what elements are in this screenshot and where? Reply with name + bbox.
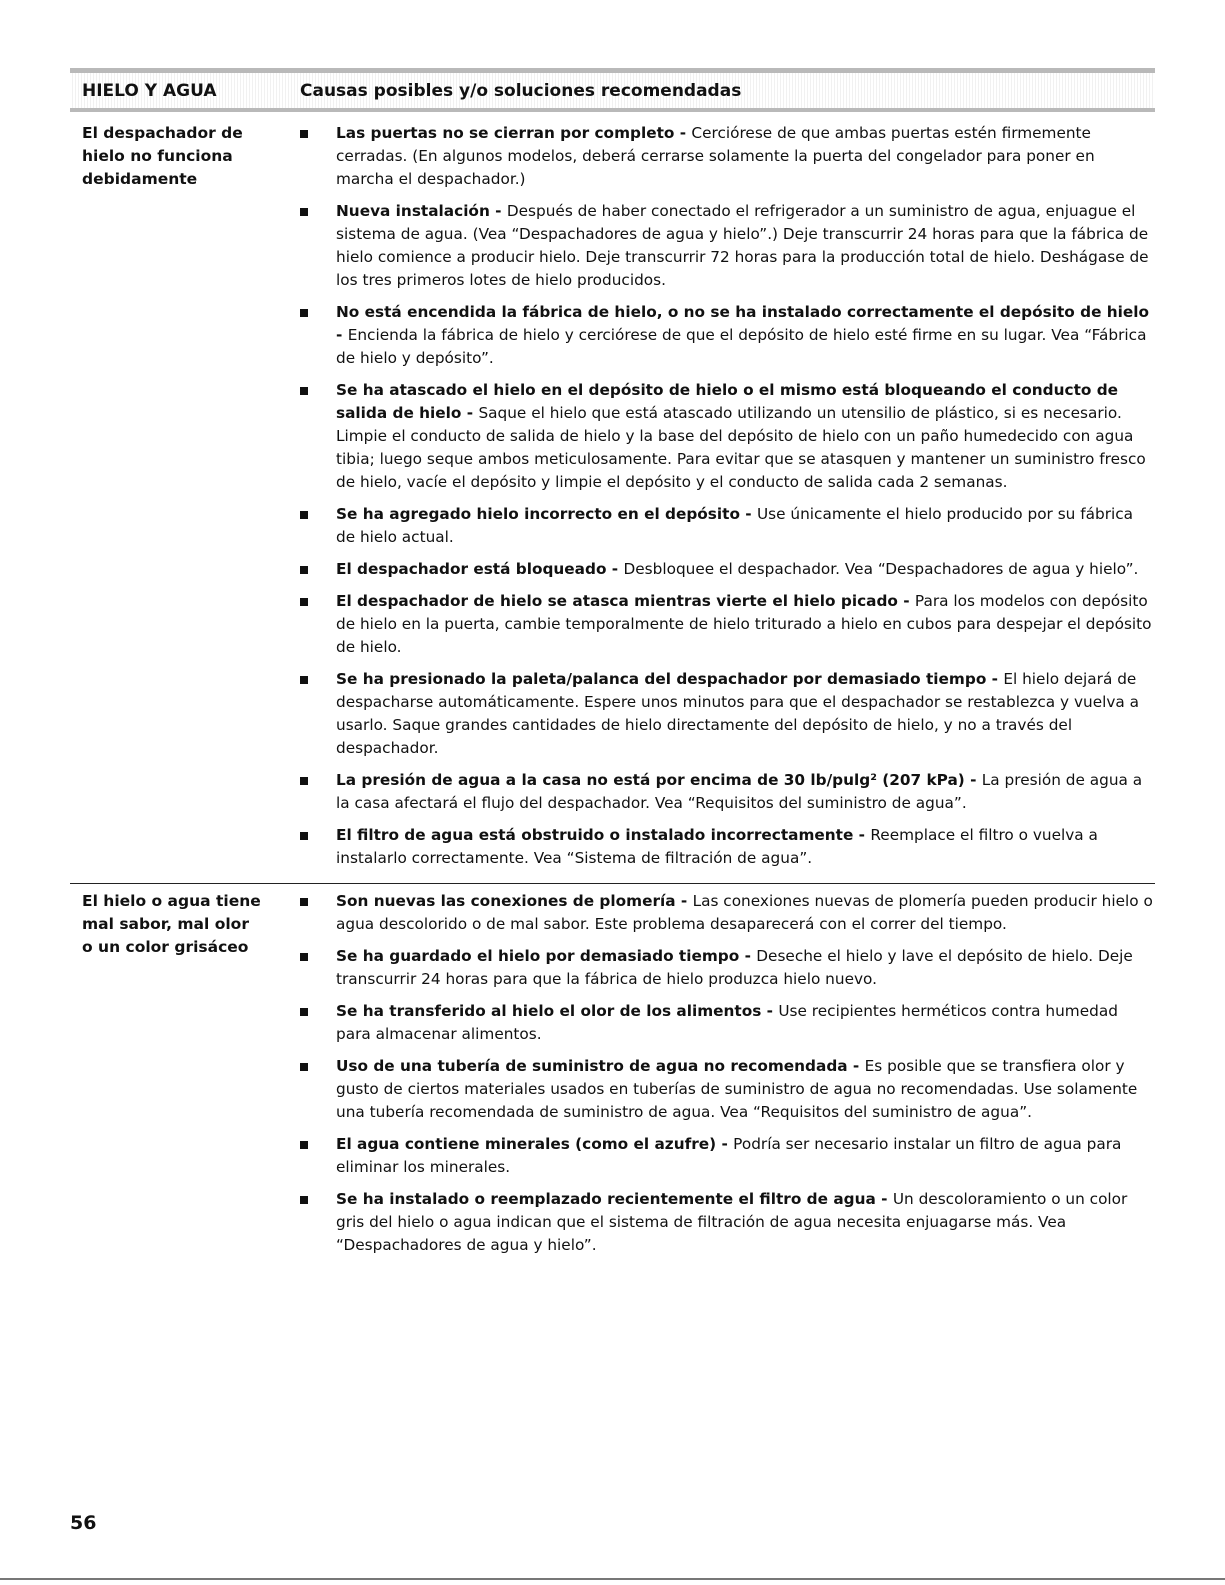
solution-remedy: Para los modelos con depósito de hielo en la puerta, cambie temporalmente de hielo triturado a hielo en cubos para despejar el depósito de hielo.: [336, 592, 1152, 656]
solution-cause: Se ha atascado el hielo en el depósito de hielo o el mismo está bloqueando el conducto de salida de hielo -: [336, 381, 1119, 422]
solution-cause: Uso de una tubería de suministro de agua no recomendada -: [336, 1057, 865, 1075]
problem-title: El hielo o agua tiene mal sabor, mal olor o un color grisáceo: [82, 892, 261, 956]
page-number: 56: [70, 1512, 97, 1534]
solution-cause: Se ha instalado o reemplazado recientemente el filtro de agua -: [336, 1190, 893, 1208]
solution-text: [336, 1000, 1155, 1046]
solution-cause: Nueva instalación -: [336, 202, 507, 220]
solution-cause: Se ha agregado hielo incorrecto en el depósito -: [336, 505, 757, 523]
solution-remedy: Reemplace el filtro o vuelva a instalarlo correctamente. Vea “Sistema de filtración de agua”.: [336, 826, 1098, 867]
square-bullet-icon: [300, 598, 308, 606]
square-bullet-icon: [300, 777, 308, 785]
solution-text: [336, 558, 1155, 581]
solution-text: [336, 590, 1155, 659]
solution-text: [336, 379, 1155, 494]
solution-cause: Son nuevas las conexiones de plomería -: [336, 892, 693, 910]
solution-cause: Las puertas no se cierran por completo -: [336, 124, 692, 142]
solution-remedy: Encienda la fábrica de hielo y cerciórese de que el depósito de hielo esté firme en su lugar. Vea “Fábrica de hielo y depósito”.: [336, 326, 1147, 367]
list-item: [300, 503, 1155, 549]
square-bullet-icon: [300, 1196, 308, 1204]
solution-remedy: El hielo dejará de despacharse automáticamente. Espere unos minutos para que el despachador se restablezca y vuelva a usarlo. Saque grandes cantidades de hielo directamente del depósito de hielo, y no a través del despachador.: [336, 670, 1140, 757]
solution-text: [336, 945, 1155, 991]
list-item: [300, 824, 1155, 870]
square-bullet-icon: [300, 208, 308, 216]
solution-text: [336, 200, 1155, 292]
solution-text: [336, 769, 1155, 815]
square-bullet-icon: [300, 898, 308, 906]
solution-text: [336, 503, 1155, 549]
problem-section: [70, 112, 1155, 879]
list-item: [300, 945, 1155, 991]
solution-cause: Se ha guardado el hielo por demasiado tiempo -: [336, 947, 757, 965]
square-bullet-icon: [300, 1063, 308, 1071]
solution-text: [336, 668, 1155, 760]
list-item: [300, 1055, 1155, 1124]
list-item: [300, 1000, 1155, 1046]
solution-list: [300, 890, 1155, 1266]
problem-section: [70, 883, 1155, 1266]
solution-remedy: Cerciórese de que ambas puertas estén firmemente cerradas. (En algunos modelos, deberá cerrarse solamente la puerta del congelador para poner en marcha el despachador.): [336, 124, 1095, 188]
solution-text: [336, 122, 1155, 191]
square-bullet-icon: [300, 511, 308, 519]
solution-cause: El despachador de hielo se atasca mientras vierte el hielo picado -: [336, 592, 915, 610]
solution-list: [300, 122, 1155, 879]
solution-text: [336, 1055, 1155, 1124]
list-item: [300, 1133, 1155, 1179]
solution-remedy: Use únicamente el hielo producido por su fábrica de hielo actual.: [336, 505, 1134, 546]
square-bullet-icon: [300, 1008, 308, 1016]
solution-remedy: Podría ser necesario instalar un filtro de agua para eliminar los minerales.: [336, 1135, 1122, 1176]
square-bullet-icon: [300, 387, 308, 395]
solution-text: [336, 1188, 1155, 1257]
solution-text: [336, 1133, 1155, 1179]
bottom-rule: [0, 1578, 1225, 1580]
solution-cause: El filtro de agua está obstruido o instalado incorrectamente -: [336, 826, 871, 844]
table-body: [70, 112, 1155, 1266]
square-bullet-icon: [300, 309, 308, 317]
square-bullet-icon: [300, 1141, 308, 1149]
solution-remedy: Saque el hielo que está atascado utilizando un utensilio de plástico, si es necesario. Limpie el conducto de salida de hielo y la base del depósito de hielo con un paño humedecido con agua tibia; luego seque ambos meticulosamente. Para evitar que se atasquen y mantener un suministro fresco de hielo, vacíe el depósito y limpie el depósito y el conducto de salida cada 2 semanas.: [336, 404, 1146, 491]
square-bullet-icon: [300, 832, 308, 840]
solution-remedy: Un descoloramiento o un color gris del hielo o agua indican que el sistema de filtración de agua necesita enjuagarse más. Vea “Despachadores de agua y hielo”.: [336, 1190, 1128, 1254]
problem-title: El despachador de hielo no funciona debidamente: [82, 124, 243, 188]
list-item: [300, 769, 1155, 815]
solution-remedy: Después de haber conectado el refrigerador a un suministro de agua, enjuague el sistema de agua. (Vea “Despachadores de agua y hielo”.) Deje transcurrir 24 horas para que la fábrica de hielo comience a producir hielo. Deje transcurrir 72 horas para la producción total de hielo. Deshágase de los tres primeros lotes de hielo producidos.: [336, 202, 1149, 289]
list-item: [300, 668, 1155, 760]
solution-remedy: Las conexiones nuevas de plomería pueden producir hielo o agua descolorido o de mal sabor. Este problema desaparecerá con el correr del tiempo.: [336, 892, 1153, 933]
solution-remedy: Desbloquee el despachador. Vea “Despachadores de agua y hielo”.: [623, 560, 1139, 578]
solution-remedy: La presión de agua a la casa afectará el flujo del despachador. Vea “Requisitos del suministro de agua”.: [336, 771, 1143, 812]
solution-cause: La presión de agua a la casa no está por encima de 30 lb/pulg² (207 kPa) -: [336, 771, 982, 789]
solution-cause: El agua contiene minerales (como el azufre) -: [336, 1135, 734, 1153]
solution-text: [336, 890, 1155, 936]
solution-text: [336, 824, 1155, 870]
solution-text: [336, 301, 1155, 370]
solution-cause: Se ha transferido al hielo el olor de los alimentos -: [336, 1002, 779, 1020]
list-item: [300, 1188, 1155, 1257]
square-bullet-icon: [300, 566, 308, 574]
header-solutions: Causas posibles y/o soluciones recomendadas: [300, 80, 742, 101]
solution-cause: El despachador está bloqueado -: [336, 560, 624, 578]
solution-cause: Se ha presionado la paleta/palanca del despachador por demasiado tiempo -: [336, 670, 1004, 688]
solution-remedy: Deseche el hielo y lave el depósito de hielo. Deje transcurrir 24 horas para que la fábrica de hielo produzca hielo nuevo.: [336, 947, 1133, 988]
table-header: [70, 68, 1155, 112]
list-item: [300, 122, 1155, 191]
list-item: [300, 301, 1155, 370]
troubleshooting-table: [70, 68, 1155, 1266]
square-bullet-icon: [300, 953, 308, 961]
solution-cause: No está encendida la fábrica de hielo, o no se ha instalado correctamente el depósito de hielo -: [336, 303, 1150, 344]
header-category: HIELO Y AGUA: [82, 80, 217, 101]
list-item: [300, 558, 1155, 581]
square-bullet-icon: [300, 130, 308, 138]
square-bullet-icon: [300, 676, 308, 684]
solution-remedy: Use recipientes herméticos contra humedad para almacenar alimentos.: [336, 1002, 1118, 1043]
list-item: [300, 379, 1155, 494]
list-item: [300, 890, 1155, 936]
list-item: [300, 200, 1155, 292]
list-item: [300, 590, 1155, 659]
solution-remedy: Es posible que se transfiera olor y gusto de ciertos materiales usados en tuberías de suministro de agua no recomendadas. Use solamente una tubería recomendada de suministro de agua. Vea “Requisitos del suministro de agua”.: [336, 1057, 1138, 1121]
